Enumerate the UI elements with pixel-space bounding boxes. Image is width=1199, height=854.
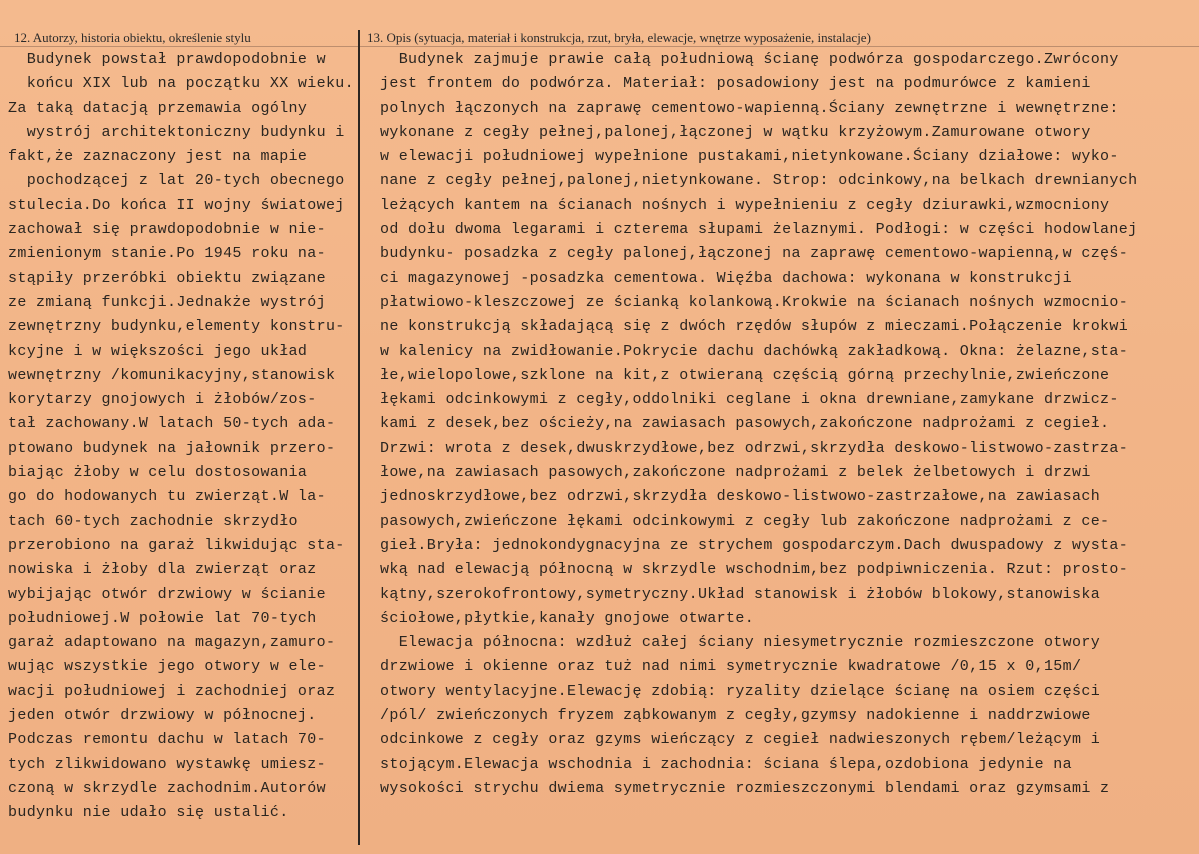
right-text-line: ściołowe,płytkie,kanały gnojowe otwarte. [380,609,755,627]
right-text-line: ne konstrukcją składającą się z dwóch rzędów słupów z mieczami.Połączenie krokwi [380,318,1129,336]
right-text-line: jest frontem do podwórza. Materiał: posadowiony jest na podmurówce z kamieni [380,75,1091,93]
right-text-line: wką nad elewacją północną w skrzydle wschodnim,bez podpiwniczenia. Rzut: prosto- [380,561,1129,579]
left-text-line: pochodzącej z lat 20-tych obecnego [8,172,345,190]
right-text-line: nane z cegły pełnej,palonej,nietynkowane. Strop: odcinkowy,na belkach drewnianych [380,172,1138,190]
left-text-line: wystrój architektoniczny budynku i [8,123,345,141]
right-text-line: w kalenicy na zwidłowanie.Pokrycie dachu dachówką zakładkową. Okna: żelazne,sta- [380,342,1129,360]
left-text-line: zewnętrzny budynku,elementy konstru- [8,318,345,336]
left-text-line: jeden otwór drzwiowy w północnej. [8,707,317,725]
left-text-line: zachował się prawdopodobnie w nie- [8,221,326,239]
left-text-line: ptowano budynek na jałownik przero- [8,439,336,457]
left-text-line: wybijając otwór drzwiowy w ścianie [8,585,326,603]
left-text-line: czoną w skrzydle zachodnim.Autorów [8,779,326,797]
right-text-line: leżących kantem na ścianach nośnych i wypełnieniu z cegły dziurawki,wzmocniony [380,196,1110,214]
section-12-header: 12. Autorzy, historia obiektu, określenie stylu [14,30,251,45]
left-text-line: budynku nie udało się ustalić. [8,804,289,822]
header-rule [0,46,1199,47]
right-text-line: stojącym.Elewacja wschodnia i zachodnia: ściana ślepa,ozdobiona jedynie na [380,755,1073,773]
left-text-line: południowej.W połowie lat 70-tych [8,609,317,627]
right-text-line: Drzwi: wrota z desek,dwuskrzydłowe,bez odrzwi,skrzydła deskowo-listwowo-zastrza- [380,439,1129,457]
right-text-line: budynku- posadzka z cegły palonej,łączonej na zaprawę cementowo-wapienną,w częś- [380,245,1129,263]
right-text-line: w elewacji południowej wypełnione pustakami,nietynkowane.Ściany działowe: wyko- [380,148,1119,166]
left-text-line: tał zachowany.W latach 50-tych ada- [8,415,336,433]
right-text-line: gieł.Bryła: jednokondygnacyjna ze strychem gospodarczym.Dach dwuspadowy z wysta- [380,536,1129,554]
left-text-line: Podczas remontu dachu w latach 70- [8,731,326,749]
left-text-line: ze zmianą funkcji.Jednakże wystrój [8,293,326,311]
section-13-header: 13. Opis (sytuacja, materiał i konstrukcja, rzut, bryła, elewacje, wnętrze wyposażenie, instalacje) [367,30,871,45]
left-text-line: tach 60-tych zachodnie skrzydło [8,512,298,530]
right-text-line: pasowych,zwieńczone łękami odcinkowymi z cegły lub zakończone nadprożami z ce- [380,512,1110,530]
right-text-line: łowe,na zawiasach pasowych,zakończone nadprożami z belek żelbetowych i drzwi [380,464,1091,482]
left-text-line: korytarzy gnojowych i żłobów/zos- [8,391,317,409]
right-text-line: łękami odcinkowymi z cegły,oddolniki ceglane i okna drewniane,zamykane drzwicz- [380,391,1119,409]
left-text-line: go do hodowanych tu zwierząt.W la- [8,488,326,506]
right-text-line: kami z desek,bez ościeży,na zawiasach pasowych,zakończone nadprożami z cegieł. [380,415,1110,433]
right-text-line: drzwiowe i okienne oraz tuż nad nimi symetrycznie kwadratowe /0,15 x 0,15m/ [380,658,1082,676]
right-text-line: jednoskrzydłowe,bez odrzwi,skrzydła deskowo-listwowo-zastrzałowe,na zawiasach [380,488,1101,506]
left-text-line: wewnętrzny /komunikacyjny,stanowisk [8,366,336,384]
left-text-line: garaż adaptowano na magazyn,zamuro- [8,634,336,652]
left-text-line: stąpiły przeróbki obiektu związane [8,269,326,287]
right-text-line: Elewacja północna: wzdłuż całej ściany niesymetrycznie rozmieszczone otwory [380,634,1101,652]
right-text-line: polnych łączonych na zaprawę cementowo-wapienną.Ściany zewnętrzne i wewnętrzne: [380,99,1119,117]
left-text-line: zmienionym stanie.Po 1945 roku na- [8,245,326,263]
right-text-line: płatwiowo-kleszczowej ze ścianką kolankową.Krokwie na ścianach nośnych wzmocnio- [380,293,1129,311]
left-text-line: biając żłoby w celu dostosowania [8,464,308,482]
right-text-line: od dołu dwoma legarami i czterema słupami żelaznymi. Podłogi: w części hodowlanej [380,221,1138,239]
right-text-line: ci magazynowej -posadzka cementowa. Więźba dachowa: wykonana w konstrukcji [380,269,1073,287]
left-text-line: tych zlikwidowano wystawkę umiesz- [8,755,326,773]
left-text-line: kcyjne i w większości jego układ [8,342,308,360]
right-text-line: wysokości strychu dwiema symetrycznie rozmieszczonymi blendami oraz gzymsami z [380,779,1110,797]
right-text-line: wykonane z cegły pełnej,palonej,łączonej w wątku krzyżowym.Zamurowane otwory [380,123,1091,141]
left-text-line: Za taką datacją przemawia ogólny [8,99,308,117]
right-text-line: łe,wielopolowe,szklone na kit,z otwieraną częścią górną przechylnie,zwieńczone [380,366,1110,384]
left-text-line: stulecia.Do końca II wojny światowej [8,196,345,214]
left-text-line: końcu XIX lub na początku XX wieku. [8,75,355,93]
right-text-line: otwory wentylacyjne.Elewację zdobią: ryzality dzielące ścianę na osiem części [380,682,1101,700]
authors-history-column [8,48,368,826]
left-text-line: wacji południowej i zachodniej oraz [8,682,336,700]
right-text-line: Budynek zajmuje prawie całą południową ścianę podwórza gospodarczego.Zwrócony [380,51,1119,68]
right-text-line: /pól/ zwieńczonych fryzem ząbkowanym z cegły,gzymsy nadokienne i naddrzwiowe [380,707,1091,725]
description-column [380,48,1199,801]
left-text-line: przerobiono na garaż likwidując sta- [8,536,345,554]
right-text-line: odcinkowe z cegły oraz gzyms wieńczący z cegieł nadwieszonych rębem/leżącym i [380,731,1101,749]
left-text-line: wując wszystkie jego otwory w ele- [8,658,326,676]
left-text-line: Budynek powstał prawdopodobnie w [8,51,326,68]
left-text-line: nowiska i żłoby dla zwierząt oraz [8,561,317,579]
left-text-line: fakt,że zaznaczony jest na mapie [8,148,308,166]
right-text-line: kątny,szerokofrontowy,symetryczny.Układ stanowisk i żłobów blokowy,stanowiska [380,585,1101,603]
